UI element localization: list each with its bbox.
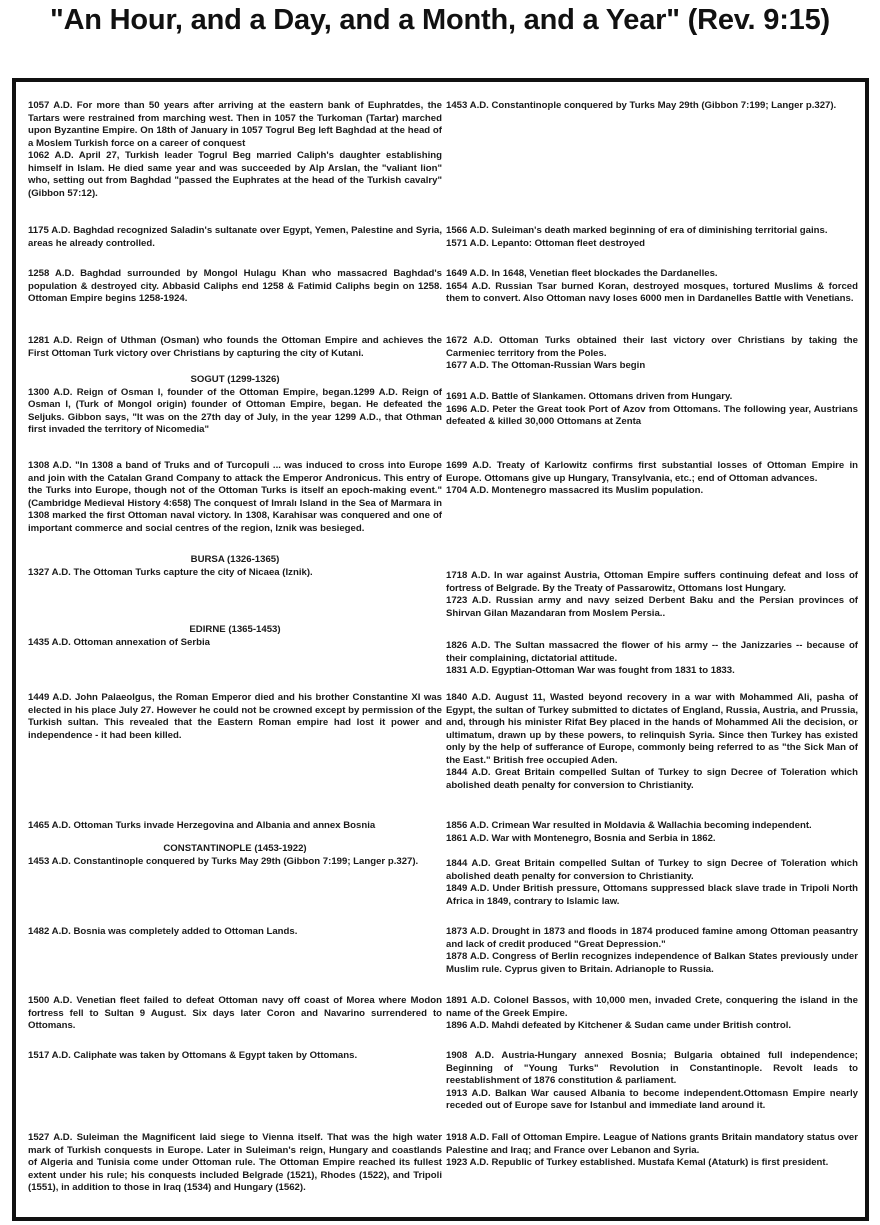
- entry-text: 1449 A.D. John Palaeolgus, the Roman Emperor died and his brother Constantine XI was elected in his place July 27. However he could not be crowned except by permission of the Turkish sultan. This revealed that the Eastern Roman empire had lost it power and independence - it had been killed.: [28, 692, 442, 741]
- entry-text: 1327 A.D. The Ottoman Turks capture the city of Nicaea (Iznik).: [28, 566, 313, 578]
- entry-text: 1918 A.D. Fall of Ottoman Empire. League of Nations grants Britain mandatory status over Palestine and Iraq; and France over Lebanon and Syria.: [446, 1132, 858, 1156]
- timeline-entry: [28, 268, 442, 306]
- entry-text: 1453 A.D. Constantinople conquered by Turks May 29th (Gibbon 7:199; Langer p.327).: [446, 100, 837, 111]
- timeline-entry: [446, 460, 858, 498]
- timeline-entry: [28, 225, 442, 250]
- entry-text: 1831 A.D. Egyptian-Ottoman War was fought from 1831 to 1833.: [446, 665, 735, 676]
- timeline-entry: [446, 391, 858, 429]
- entry-text: 1861 A.D. War with Montenegro, Bosnia and Serbia in 1862.: [446, 832, 716, 844]
- timeline-entry: [28, 926, 442, 939]
- timeline-entry: [28, 554, 442, 579]
- timeline-entry: [28, 100, 442, 200]
- timeline-entry: [446, 570, 858, 620]
- entry-text: 1908 A.D. Austria-Hungary annexed Bosnia; Bulgaria obtained full independence; Beginning of "Young Turks" Revolution in Constantinople. Revolt leads to reestablishment of 1876 constitution & parliament.: [446, 1050, 858, 1086]
- entry-text: 1856 A.D. Crimean War resulted in Moldavia & Wallachia becoming independent.: [446, 820, 812, 831]
- timeline-entry: [446, 995, 858, 1033]
- timeline-entry: [28, 1050, 442, 1063]
- entry-text: 1500 A.D. Venetian fleet failed to defeat Ottoman navy off coast of Morea where Modon fortress fell to Sultan 9 August. Six days later Coron and Navarino surrendered to Ottomans.: [28, 995, 442, 1031]
- timeline-entry: [28, 995, 442, 1033]
- section-heading: BURSA (1326-1365): [190, 554, 280, 565]
- entry-text: 1844 A.D. Great Britain compelled Sultan of Turkey to sign Decree of Toleration which abolished death penalty for conversion to Christianity.: [446, 767, 858, 791]
- entry-text: 1913 A.D. Balkan War caused Albania to become independent.Ottomasn Empire nearly receded out of Europe save for Istanbul and immediate land around it.: [446, 1087, 858, 1111]
- timeline-entry: [446, 1132, 858, 1170]
- entry-text: 1718 A.D. In war against Austria, Ottoman Empire suffers continuing defeat and loss of fortress of Belgrade. By the Treaty of Passarowitz, Ottomans lost Hungary.: [446, 570, 858, 594]
- timeline-entry: [446, 1050, 858, 1113]
- section-heading: SOGUT (1299-1326): [190, 374, 280, 385]
- entry-text: 1878 A.D. Congress of Berlin recognizes independence of Balkan States previously under Muslim rule. Cyprus given to Britain. Adrianople to Russia.: [446, 951, 858, 975]
- entry-text: 1873 A.D. Drought in 1873 and floods in 1874 produced famine among Ottoman peasantry and lack of credit produced "Great Depression.": [446, 926, 858, 950]
- entry-text: 1723 A.D. Russian army and navy seized Derbent Baku and the Persian provinces of Shirvan Gilan Mazandaran from Moslem Persia..: [446, 595, 858, 619]
- entry-text: 1654 A.D. Russian Tsar burned Koran, destroyed mosques, tortured Muslims & forced them to convert. Also Ottoman navy loses 6000 men in Dardanelles Battle with Venetians.: [446, 280, 858, 304]
- entry-text: 1849 A.D. Under British pressure, Ottomans suppressed black slave trade in Tripoli North Africa in 1849, contrary to Islamic law.: [446, 883, 858, 907]
- timeline-entry: [28, 820, 442, 833]
- timeline-entry: [446, 858, 858, 908]
- entry-text: 1566 A.D. Suleiman's death marked beginning of era of diminishing territorial gains.: [446, 225, 828, 236]
- timeline-entry: [446, 692, 858, 792]
- entry-text: 1844 A.D. Great Britain compelled Sultan of Turkey to sign Decree of Toleration which abolished death penalty for conversion to Christianity.: [446, 858, 858, 882]
- timeline-entry: [446, 225, 858, 250]
- timeline-entry: [446, 100, 858, 113]
- section-heading: CONSTANTINOPLE (1453-1922): [163, 843, 307, 854]
- timeline-entry: [28, 624, 442, 649]
- entry-text: 1453 A.D. Constantinople conquered by Turks May 29th (Gibbon 7:199; Langer p.327).: [28, 855, 419, 867]
- entry-text: 1699 A.D. Treaty of Karlowitz confirms first substantial losses of Ottoman Empire in Europe. Ottomans give up Hungary, Transylvania, etc.; end of Ottoman advances.: [446, 460, 858, 484]
- entry-text: 1696 A.D. Peter the Great took Port of Azov from Ottomans. The following year, Austrians defeated & killed 30,000 Ottomans at Zenta: [446, 403, 858, 427]
- timeline-entry: [446, 820, 858, 845]
- entry-text: 1649 A.D. In 1648, Venetian fleet blockades the Dardanelles.: [446, 268, 718, 279]
- timeline-entry: [446, 926, 858, 976]
- entry-text: 1923 A.D. Republic of Turkey established. Mustafa Kemal (Ataturk) is first president.: [446, 1157, 829, 1168]
- entry-text: 1677 A.D. The Ottoman-Russian Wars begin: [446, 360, 646, 371]
- entry-text: 1571 A.D. Lepanto: Ottoman fleet destroyed: [446, 237, 646, 249]
- entry-text: 1691 A.D. Battle of Slankamen. Ottomans driven from Hungary.: [446, 391, 733, 402]
- entry-text: 1704 A.D. Montenegro massacred its Muslim population.: [446, 485, 704, 496]
- timeline-entry: [28, 1132, 442, 1195]
- entry-text: 1465 A.D. Ottoman Turks invade Herzegovina and Albania and annex Bosnia: [28, 820, 376, 831]
- entry-text: 1527 A.D. Suleiman the Magnificent laid siege to Vienna itself. That was the high water mark of Turkish conquests in Europe. Later in Suleiman's reign, Hungary and coastlands of Algeria and Tunisia come under Ottoman rule. The Ottoman Empire reached its fullest extent under his rule; his conquests included Belgrade (1521), Rhodes (1522), and Tripoli (1551), in addition to those in Iraq (1534) and Hungary (1562).: [28, 1132, 442, 1193]
- entry-text: 1672 A.D. Ottoman Turks obtained their last victory over Christians by taking the Carmeniec territory from the Poles.: [446, 335, 858, 359]
- entry-text: 1891 A.D. Colonel Bassos, with 10,000 men, invaded Crete, conquering the island in the name of the Greek Empire.: [446, 995, 858, 1019]
- timeline-entry: [446, 335, 858, 373]
- timeline-entry: [446, 640, 858, 678]
- entry-text: 1258 A.D. Baghdad surrounded by Mongol Hulagu Khan who massacred Baghdad's population & destroyed city. Abbasid Caliphs end 1258 & Fatimid Caliphs begin on 1258. Ottoman Empire begins 1258-1924.: [28, 268, 442, 304]
- entry-text: 1300 A.D. Reign of Osman I, founder of the Ottoman Empire, began.1299 A.D. Reign of Osman I, (Turk of Mongol origin) founder of Ottoman Empire, began. He defeated the Seljuks. Gibbon says, "It was on the 27th day of July, in the year 1299 A.D., that Othman first invaded the territory of Nicomedia": [28, 386, 442, 435]
- timeline-entry: [28, 374, 442, 437]
- timeline-frame: [12, 78, 869, 1221]
- timeline-entry: [28, 460, 442, 535]
- page-title: "An Hour, and a Day, and a Month, and a Year" (Rev. 9:15): [50, 4, 830, 36]
- timeline-entry: [28, 843, 442, 868]
- entry-text: 1482 A.D. Bosnia was completely added to Ottoman Lands.: [28, 926, 298, 937]
- timeline-entry: [28, 335, 442, 360]
- entry-text: 1308 A.D. "In 1308 a band of Truks and of Turcopuli ... was induced to cross into Europe and join with the Catalan Grand Company to attack the Emperor Andronicus. This entry of the Turks into Europe, though not of the Ottoman Turks is itself an epoch-making event." (Cambridge Medieval History 4:658) The conquest of Imralı Island in the Sea of Marmara in 1308 marked the first Ottoman naval victory. In 1308, Karahisar was conquered and one of important commerce and social centres of the region, Iznik was besieged.: [28, 460, 442, 534]
- entry-text: 1517 A.D. Caliphate was taken by Ottomans & Egypt taken by Ottomans.: [28, 1050, 358, 1061]
- timeline-entry: [28, 692, 442, 742]
- entry-text: 1281 A.D. Reign of Uthman (Osman) who founds the Ottoman Empire and achieves the First Ottoman Turk victory over Christians by capturing the city of Kutani.: [28, 335, 442, 359]
- entry-text: 1057 A.D. For more than 50 years after arriving at the eastern bank of Euphratdes, the Tartars were restrained from marching west. Then in 1057 the Turkoman (Tartar) marched upon Byzantine Empire. On 18th of January in 1057 Togrul Beg left Baghdad at the head of a Moslem Turkish force on a career of conquest: [28, 100, 442, 149]
- section-heading: EDIRNE (1365-1453): [189, 624, 281, 635]
- entry-text: 1826 A.D. The Sultan massacred the flower of his army -- the Janizzaries -- because of their complaining, dictatorial attitude.: [446, 640, 858, 664]
- timeline-entry: [446, 268, 858, 306]
- entry-text: 1175 A.D. Baghdad recognized Saladin's sultanate over Egypt, Yemen, Palestine and Syria, areas he already controlled.: [28, 225, 442, 249]
- entry-text: 1062 A.D. April 27, Turkish leader Togrul Beg married Caliph's daughter establishing himself in Islam. He died same year and was succeeded by Alp Arslan, the "valiant lion" who, setting out from Baghdad "passed the Euphrates at the head of the Turkish cavalry" (Gibbon 57:12).: [28, 150, 442, 199]
- entry-text: 1840 A.D. August 11, Wasted beyond recovery in a war with Mohammed Ali, pasha of Egypt, the sultan of Turkey submitted to dictates of England, Russia, Austria, and Prussia, and, through his minister Rifat Bey placed in the hands of Mohammed Ali the decision, or ultimatum, drawn up by these powers, to relinquish Syria. Since then Turkey has existed only by the help of sufferance of Europe, commonly being referred to as "the Sick Man of the East." British free occupied Aden.: [446, 692, 858, 766]
- entry-text: 1896 A.D. Mahdi defeated by Kitchener & Sudan came under British control.: [446, 1020, 792, 1031]
- entry-text: 1435 A.D. Ottoman annexation of Serbia: [28, 636, 210, 648]
